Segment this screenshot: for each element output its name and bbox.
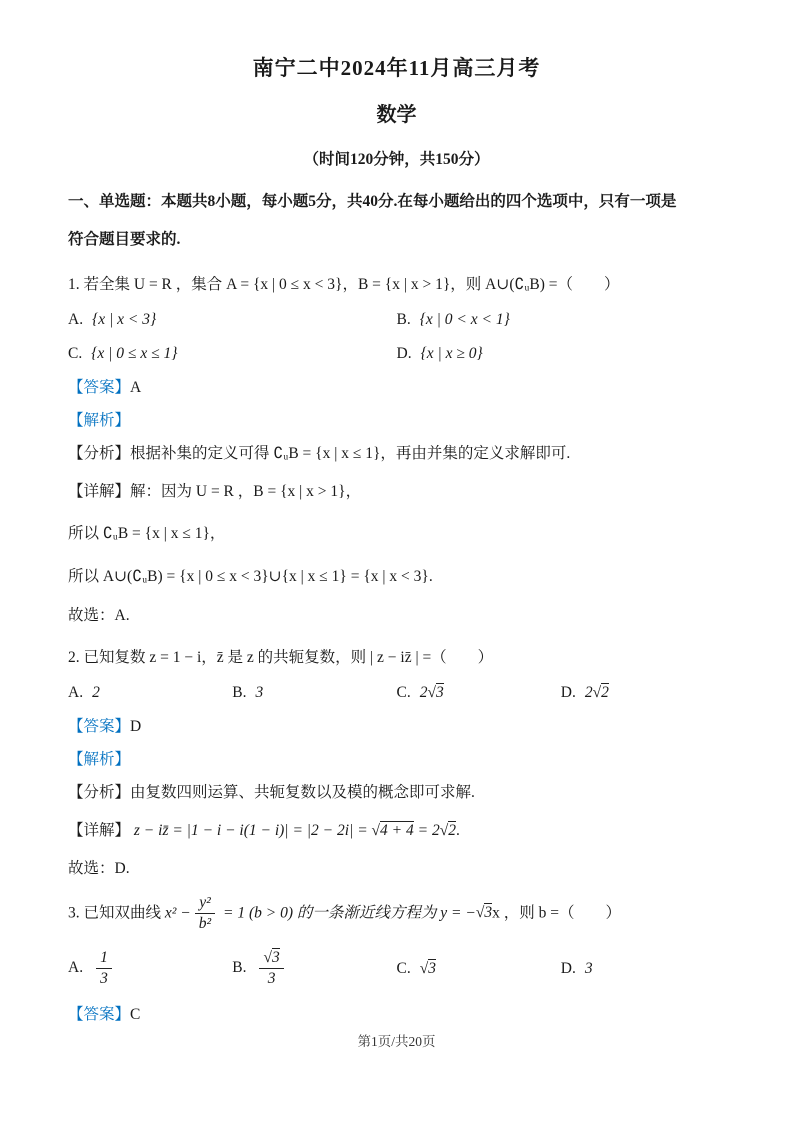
option-text: {x | 0 < x < 1} xyxy=(419,310,510,328)
question-2-answer-line xyxy=(68,710,725,743)
question-2-conclusion: 故选：D. xyxy=(68,860,130,878)
answer-value: D xyxy=(130,717,142,735)
question-3-option-c xyxy=(397,958,561,980)
fraction-numerator: y² xyxy=(195,894,215,915)
option-text: {x | 0 ≤ x ≤ 1} xyxy=(91,344,178,362)
sqrt-radical xyxy=(593,683,609,701)
radicand: 4 + 4 xyxy=(380,821,414,839)
question-1-analysis-tag-line xyxy=(68,404,725,437)
question-3-options-row xyxy=(68,940,725,998)
option-label: A. xyxy=(68,683,84,701)
analysis-tag: 【解析】 xyxy=(68,750,131,768)
question-1-options-row1 xyxy=(68,303,725,337)
detail-formula-part3: . xyxy=(456,821,460,839)
radicand: 2 xyxy=(448,821,456,839)
answer-value: A xyxy=(130,378,142,396)
question-2-stem: 2. 已知复数 z = 1 − i，z̄ 是 z 的共轭复数，则 | z − iz̄ | =（ ） xyxy=(68,648,494,666)
analysis-tag: 【解析】 xyxy=(68,412,131,430)
question-2-options-row xyxy=(68,676,725,710)
section-header-line1: 一、单选题：本题共8小题，每小题5分，共40分.在每小题给出的四个选项中，只有一项是 xyxy=(68,193,677,210)
option-label: A. xyxy=(68,310,84,328)
option-text: 3 xyxy=(584,959,593,977)
sqrt-radical xyxy=(372,821,414,839)
question-1-detail-line2: 所以 ∁ᵤB = {x | x ≤ 1}， xyxy=(68,525,226,543)
question-2-fenxi: 【分析】由复数四则运算、共轭复数以及模的概念即可求解. xyxy=(68,784,475,802)
option-label: D. xyxy=(560,683,576,701)
option-text: 2 xyxy=(92,683,100,701)
detail-tag: 【详解】 xyxy=(68,821,131,839)
answer-tag: 【答案】 xyxy=(68,717,131,735)
radicand: 3 xyxy=(428,959,436,977)
exam-time-info: （时间120分钟，共150分） xyxy=(303,151,490,168)
sqrt-radical xyxy=(476,903,492,921)
question-3-answer-line xyxy=(68,998,725,1031)
question-2-option-c xyxy=(397,676,561,710)
radicand: 3 xyxy=(271,948,280,966)
question-3-option-a xyxy=(68,949,232,989)
option-coefficient: 2 xyxy=(419,683,428,701)
stem-text-part1: 3. 已知双曲线 xyxy=(68,904,162,922)
question-1-options-row2 xyxy=(68,337,725,371)
detail-formula-part2: = 2 xyxy=(417,821,440,839)
radicand: 2 xyxy=(601,683,609,701)
question-1-option-d xyxy=(397,337,726,371)
question-2-option-b xyxy=(232,676,396,710)
document-subject: 数学 xyxy=(376,104,417,126)
sqrt-radical xyxy=(420,959,436,977)
option-label: B. xyxy=(396,310,411,328)
fraction xyxy=(96,949,112,989)
stem-text-part3: x ，则 b =（ ） xyxy=(492,904,621,922)
question-1-option-a xyxy=(68,303,397,337)
option-label: D. xyxy=(396,344,412,362)
question-3-stem xyxy=(68,894,725,934)
question-1-stem: 1. 若全集 U = R ，集合 A = {x | 0 ≤ x < 3}，B = {x | x > 1}，则 A∪(∁ᵤB) =（ ） xyxy=(68,275,620,293)
option-label: C. xyxy=(396,683,411,701)
question-2-option-a xyxy=(68,676,232,710)
radicand: 3 xyxy=(484,904,493,922)
stem-text-part2: = 1 (b > 0) 的一条渐近线方程为 y = − xyxy=(223,904,476,922)
question-1-answer-line xyxy=(68,371,725,404)
option-label: C. xyxy=(396,959,411,977)
question-1-detail-line1: 【详解】解：因为 U = R ，B = {x | x > 1}， xyxy=(68,482,362,500)
option-coefficient: 2 xyxy=(584,683,593,701)
answer-value: C xyxy=(130,1005,141,1023)
stem-formula-x2: x² − xyxy=(164,904,191,922)
fraction-denominator: 3 xyxy=(267,970,276,988)
answer-tag: 【答案】 xyxy=(68,1005,131,1023)
option-text: {x | x ≥ 0} xyxy=(420,344,483,362)
option-text: {x | x < 3} xyxy=(92,310,157,328)
answer-tag: 【答案】 xyxy=(68,378,131,396)
document-title: 南宁二中2024年11月高三月考 xyxy=(252,56,541,80)
question-2-analysis-tag-line xyxy=(68,743,725,776)
question-3-option-b xyxy=(232,949,396,989)
sqrt-radical xyxy=(427,683,443,701)
detail-formula-part1: z − iz̄ = |1 − i − i(1 − i)| = |2 − 2i| = xyxy=(133,821,368,839)
option-label: B. xyxy=(232,683,247,701)
fraction xyxy=(195,894,215,934)
sqrt-radical xyxy=(263,948,279,966)
question-2-option-d xyxy=(561,676,725,710)
fraction xyxy=(259,949,283,989)
option-text: 3 xyxy=(255,683,264,701)
fraction-numerator: 1 xyxy=(96,949,112,970)
option-label: A. xyxy=(68,959,84,977)
question-1-conclusion: 故选：A. xyxy=(68,606,130,624)
fraction-denominator: 3 xyxy=(100,970,108,988)
fraction-denominator: b² xyxy=(198,915,212,933)
option-label: C. xyxy=(68,344,83,362)
question-1-fenxi: 【分析】根据补集的定义可得 ∁ᵤB = {x | x ≤ 1}，再由并集的定义求解即可. xyxy=(68,445,571,463)
section-header-line2: 符合题目要求的. xyxy=(68,230,181,248)
question-1-detail-line3: 所以 A∪(∁ᵤB) = {x | 0 ≤ x < 3}∪{x | x ≤ 1} = {x | x < 3}. xyxy=(68,567,433,585)
option-label: B. xyxy=(232,959,247,977)
sqrt-radical xyxy=(440,821,456,839)
option-label: D. xyxy=(560,959,576,977)
question-2-detail-line xyxy=(68,810,725,853)
question-3-option-d xyxy=(561,958,725,980)
fraction-numerator xyxy=(259,949,283,970)
question-1-option-b xyxy=(397,303,726,337)
radicand: 3 xyxy=(435,683,444,701)
question-1-option-c xyxy=(68,337,397,371)
page-footer: 第1页/共20页 xyxy=(357,1034,436,1049)
